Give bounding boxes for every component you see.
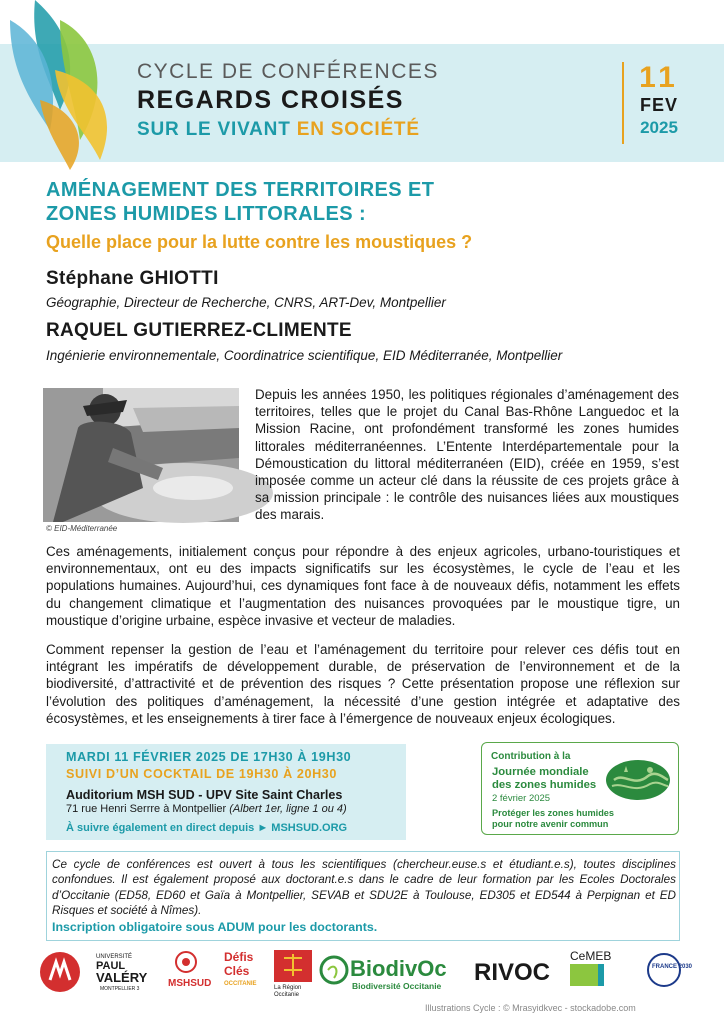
talk-title (46, 178, 434, 226)
region-logo-line1: La Région (274, 985, 302, 991)
body-paragraph: Depuis les années 1950, les politiques régionales d’aménagement des territoires, telles que le projet du Canal Bas-Rhône Languedoc et la Mission Racine, ont profondément transformé les zones humides littorales méditerranéennes. L’Entente Interdépartementale pour la Démoustication du littoral méditerranéen (EID), créée en 1959, s’est imposée comme un acteur clé dans la réussite de ces projets grâce à sa mission principale : le contrôle des nuisances liées aux moustiques des marais. (255, 387, 679, 523)
speaker-role: Géographie, Directeur de Recherche, CNRS, ART-Dev, Montpellier (46, 295, 446, 310)
speaker-role: Ingénierie environnementale, Coordinatrice scientifique, EID Méditerranée, Montpellier (46, 348, 563, 363)
body-paragraph: Comment repenser la gestion de l’eau et l’aménagement du territoire pour relever ces défis tout en intégrant les impératifs de développement durable, de préservation de l’environnement et de la biodiversité, d’attractivité et de prévention des risques ? Cette présentation propose une réflexion sur l’évolution des politiques d’aménagement, la nécessité d’une gestion intégrée et adaptative des écosystèmes, et les enseignements à tirer face à l’émergence de nouveaux enjeux écologiques. (46, 642, 680, 726)
series-subtitle-a: SUR LE VIVANT (137, 119, 291, 140)
mshsud-logo (168, 952, 211, 989)
wetlands-title: Journée mondiale des zones humides (492, 766, 597, 791)
leaf-face-logo-icon (0, 0, 130, 170)
upv-logo-line2: PAUL (96, 960, 126, 972)
talk-title-line1: AMÉNAGEMENT DES TERRITOIRES ET (46, 179, 435, 201)
event-date (622, 62, 694, 144)
france-logo-text: FRANCE 2030 (652, 964, 693, 970)
upv-logo-line3: VALÉRY (96, 970, 148, 985)
msh-logo-icon (40, 952, 80, 992)
upv-logo (96, 953, 148, 992)
series-title: REGARDS CROISÉS (137, 86, 404, 114)
france-2030-logo (648, 954, 693, 986)
biodivoc-logo (321, 956, 447, 991)
event-address-street: 71 rue Henri Serrre à Montpellier (66, 803, 227, 815)
event-venue: Auditorium MSH SUD - UPV Site Saint Charles (66, 788, 343, 802)
date-year: 2025 (640, 118, 678, 137)
wetlands-date: 2 février 2025 (492, 793, 551, 804)
date-month: FEV (639, 95, 678, 115)
live-stream-link[interactable]: À suivre également en direct depuis ► MSHSUD.ORG (66, 822, 348, 834)
wetlands-contribution: Contribution à la (491, 751, 571, 762)
upv-logo-line1: UNIVERSITÉ (96, 954, 133, 960)
region-occitanie-logo (274, 950, 312, 998)
series-subtitle (137, 119, 420, 141)
biodivoc-logo-text: BiodivOc (350, 956, 447, 981)
wetlands-slogan: Protéger les zones humides pour notre avenir commun (492, 808, 615, 829)
defis-logo-line2: Clés (224, 964, 250, 978)
event-cocktail: SUIVI D’UN COCKTAIL DE 19H30 À 20H30 (66, 767, 337, 781)
event-address-transport: (Albert 1er, ligne 1 ou 4) (229, 803, 347, 815)
mshsud-logo-text: MSHSUD (168, 978, 212, 989)
event-schedule: MARDI 11 FÉVRIER 2025 DE 17H30 À 19H30 (66, 750, 352, 764)
cemeb-logo-text: CeMEB (570, 949, 612, 963)
biodivoc-logo-sub: Biodiversité Occitanie (352, 981, 442, 991)
defis-logo-line3: OCCITANIE (224, 981, 257, 987)
date-day: 11 (639, 61, 679, 94)
speaker-name: RAQUEL GUTIERREZ-CLIMENTE (46, 320, 352, 341)
event-address (66, 803, 347, 815)
speaker-name: Stéphane GHIOTTI (46, 268, 219, 289)
body-paragraph: Ces aménagements, initialement conçus pour répondre à des enjeux agricoles, urbano-touristiques et environnementaux, ont eu des impacts significatifs sur les écosystèmes, le cycle de l’eau et les populations humaines. Aujourd’hui, ces dynamiques font face à de nouveaux défis, notamment les effets du changement climatique et l’augmentation des nuisances provoquées par le moustique tigre, un moustique d’origine urbaine, espèce invasive et vecteur de maladies. (46, 544, 680, 628)
notice-text: Ce cycle de conférences est ouvert à tous les scientifiques (chercheur.euse.s et étudiant.e.s), toutes disciplines confondues. Il est également proposé aux doctorant.e.s dans le cadre de leur formation par les Ecoles Doctorales d’Occitanie (ED58, ED60 et Gaïa à Montpellier, SEVAB et SDU2E à Toulouse, ED305 et ED544 à Perpignan et ED Risques et société à Nîmes). (52, 858, 676, 918)
rivoc-logo-text: RIVOC (474, 959, 551, 986)
page-header (0, 0, 724, 162)
defis-cles-logo (224, 950, 257, 987)
cemeb-logo (570, 949, 611, 986)
talk-title-line2: ZONES HUMIDES LITTORALES : (46, 203, 367, 225)
partner-logos (38, 944, 693, 998)
series-pre-title: CYCLE DE CONFÉRENCES (137, 60, 439, 83)
field-work-photo (43, 388, 239, 522)
rivoc-logo (474, 959, 550, 986)
registration-notice: Inscription obligatoire sous ADUM pour les doctorants. (52, 920, 378, 934)
wetlands-globe-icon (600, 758, 672, 802)
illustration-credit: Illustrations Cycle : © Mrasyidkvec - stockadobe.com (425, 1003, 636, 1013)
talk-subtitle: Quelle place pour la lutte contre les moustiques ? (46, 232, 473, 252)
region-logo-line2: Occitanie (274, 992, 300, 998)
defis-logo-line1: Défis (224, 950, 254, 964)
photo-credit: © EID-Méditerranée (46, 524, 118, 533)
series-subtitle-b: EN SOCIÉTÉ (296, 119, 420, 140)
upv-logo-line4: MONTPELLIER 3 (100, 986, 140, 992)
